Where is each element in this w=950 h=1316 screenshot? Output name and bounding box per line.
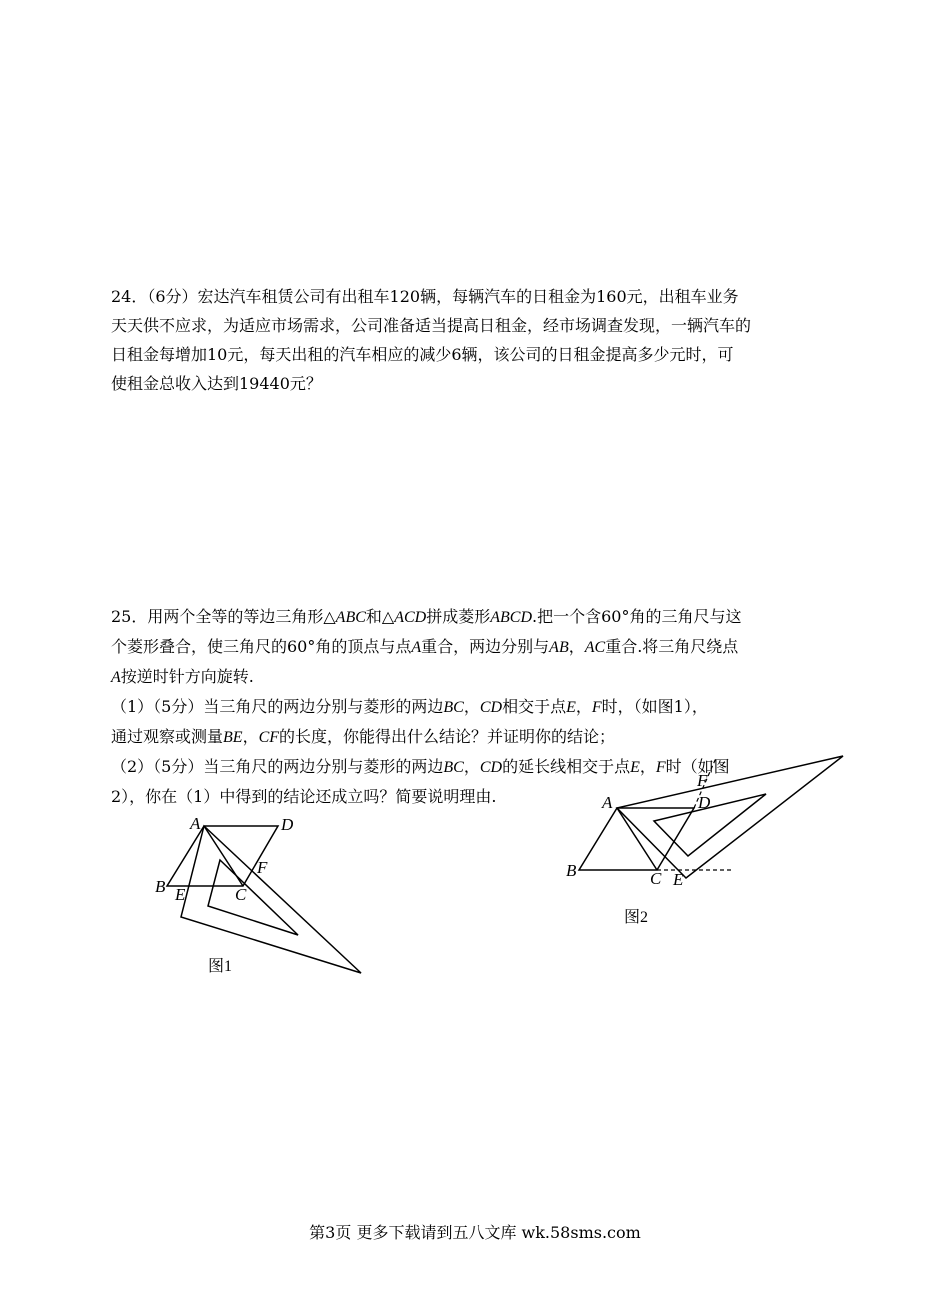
fig1-caption: 图1: [208, 958, 233, 975]
fig1-label-c: C: [235, 885, 247, 904]
fig1-label-b: B: [155, 877, 166, 896]
fig1-label-e: E: [175, 885, 186, 904]
fig2-diagonal-ac: [617, 808, 657, 870]
fig2-label-f: F: [697, 771, 708, 790]
fig2-label-b: B: [566, 861, 577, 880]
fig1-set-square-outer: [181, 826, 361, 973]
q24-line-1: 24．（6分）宏达汽车租赁公司有出租车120辆，每辆汽车的日租金为160元，出租车业务: [111, 287, 739, 306]
figure-2: [560, 750, 850, 935]
q25-part-1: （1）（5分）当三角尺的两边分别与菱形的两边BC，CD相交于点E，F时，（如图1），: [111, 697, 708, 716]
fig2-label-a: A: [602, 793, 613, 812]
q25-line-2: 个菱形叠合，使三角尺的60°角的顶点与点A重合，两边分别与AB，AC重合.将三角尺绕点: [111, 637, 739, 656]
page-footer: 第3页 更多下载请到五八文库 wk.58sms.com: [309, 1223, 641, 1242]
fig2-label-d: D: [698, 793, 711, 812]
fig2-label-c: C: [650, 869, 662, 888]
question-24: [111, 282, 846, 398]
fig1-rhombus: [167, 826, 278, 886]
q25-part-2-line-2: 2），你在（1）中得到的结论还成立吗？简要说明理由.: [111, 787, 497, 806]
q25-part-2: （2）（5分）当三角尺的两边分别与菱形的两边BC，CD的延长线相交于点E，F时（如图: [111, 757, 730, 776]
fig1-label-a: A: [190, 814, 201, 833]
figure-1: [140, 805, 380, 990]
fig2-label-e: E: [673, 870, 684, 889]
q24-line-4: 使租金总收入达到19440元？: [111, 374, 322, 393]
q25-line-3: A按逆时针方向旋转.: [111, 667, 254, 686]
fig1-label-f: F: [257, 858, 268, 877]
q24-line-2: 天天供不应求，为适应市场需求，公司准备适当提高日租金，经市场调查发现，一辆汽车的: [111, 316, 752, 335]
q24-line-3: 日租金每增加10元，每天出租的汽车相应的减少6辆，该公司的日租金提高多少元时，可: [111, 345, 734, 364]
fig1-label-d: D: [281, 815, 294, 834]
q25-part-1-line-2: 通过观察或测量BE，CF的长度，你能得出什么结论？并证明你的结论；: [111, 727, 616, 746]
q25-line-1: 25．用两个全等的等边三角形△ABC和△ACD拼成菱形ABCD.把一个含60°角的三角尺与这: [111, 607, 742, 626]
fig2-caption: 图2: [624, 909, 649, 926]
